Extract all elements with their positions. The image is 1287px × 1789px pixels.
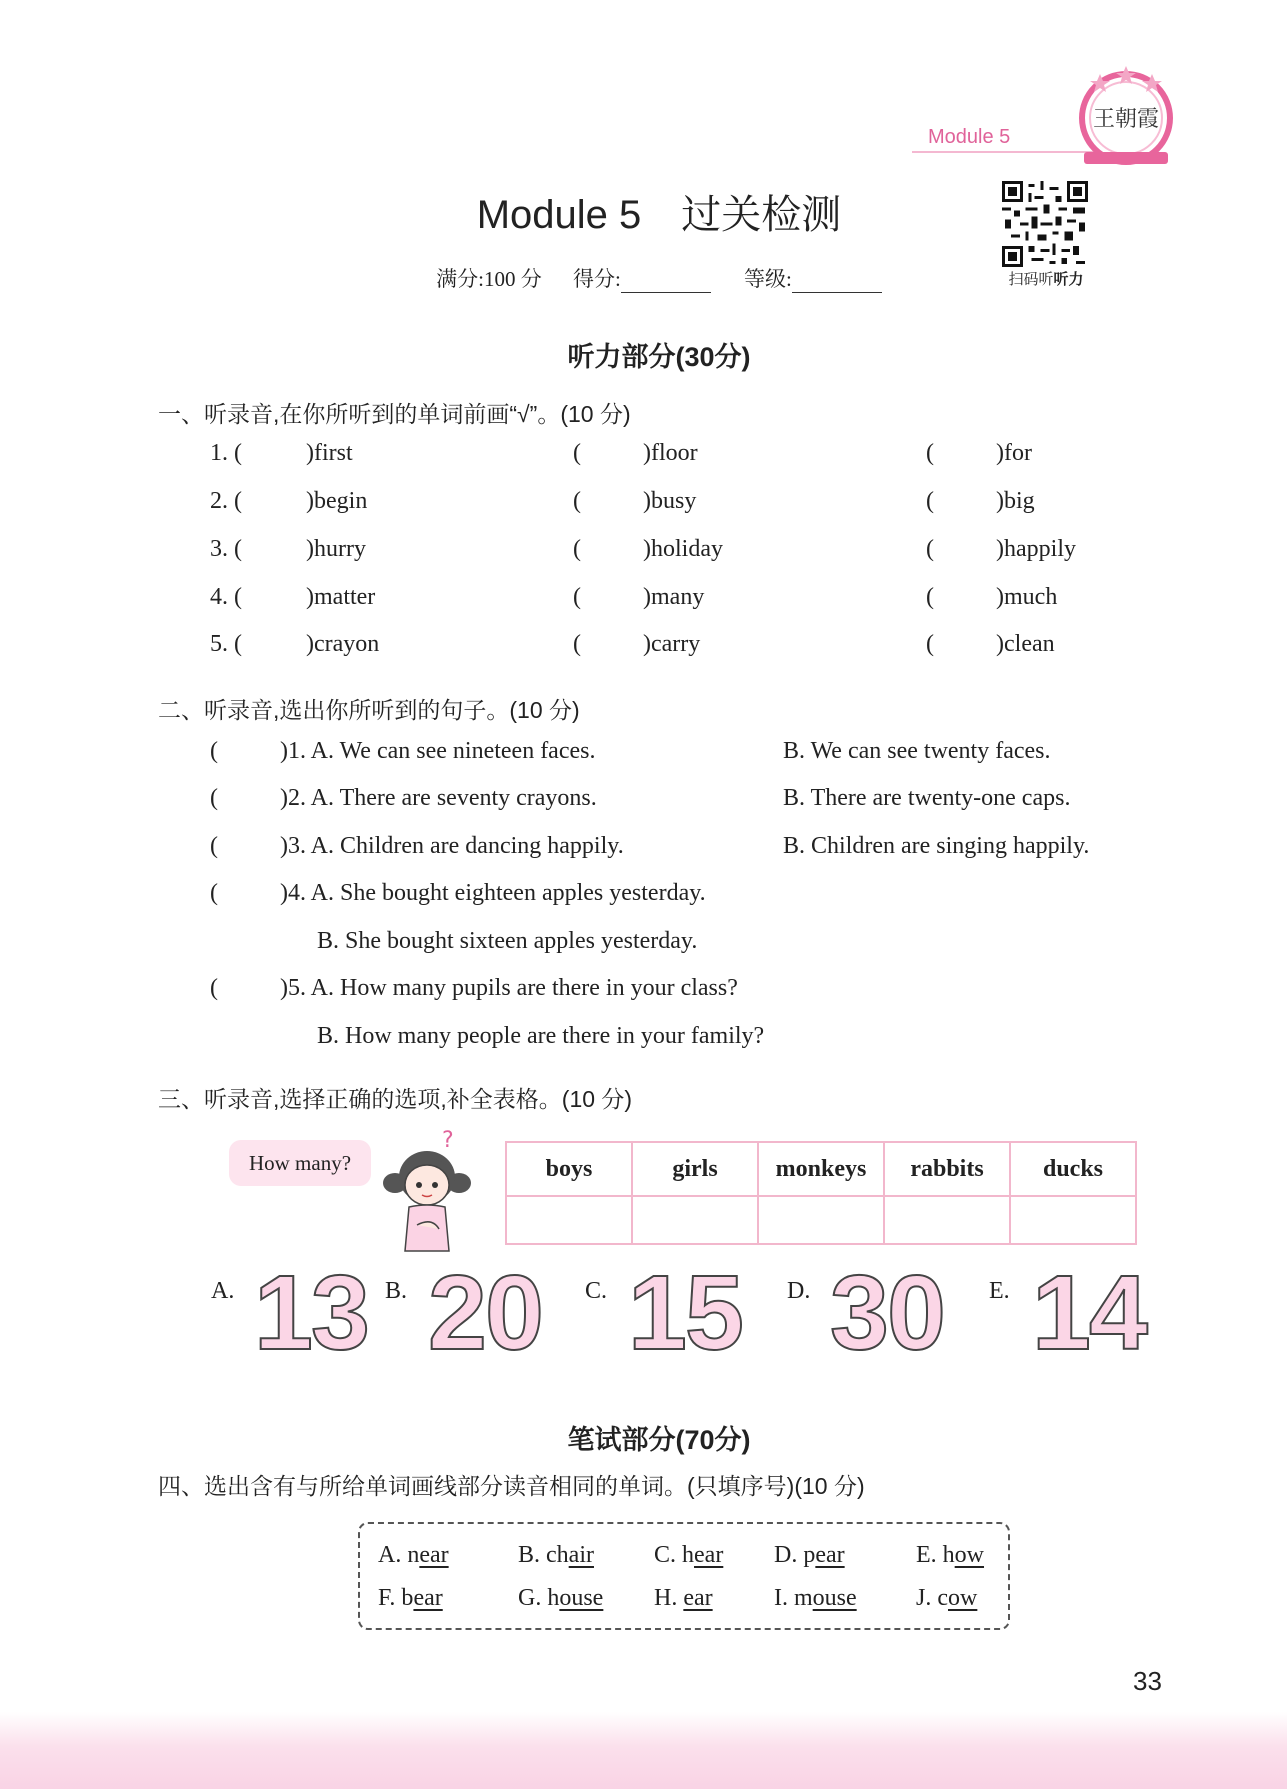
choice-word[interactable]: )busy [643, 488, 697, 514]
sentence-option-b[interactable]: B. How many people are there in your family? [317, 1023, 765, 1049]
option-number[interactable]: 13 [254, 1254, 368, 1372]
option-number[interactable]: 15 [628, 1254, 742, 1372]
phonics-word[interactable]: A. near [378, 1542, 449, 1568]
writing-section-title: 笔试部分(70分) [567, 1425, 751, 1455]
q1-heading: 一、听录音,在你所听到的单词前画“√”。(10 分) [158, 401, 631, 427]
question-mark-glyph: ? [442, 1128, 454, 1153]
choice-word[interactable]: )first [306, 440, 353, 466]
choice-word[interactable]: )matter [306, 584, 376, 610]
full-score: 满分:100 分 [436, 267, 542, 291]
bottom-pink-band [0, 1712, 1287, 1789]
score-blank[interactable] [621, 272, 711, 293]
sentence-option-a[interactable]: )2. A. There are seventy crayons. [280, 785, 597, 811]
choice-word[interactable]: )for [996, 440, 1032, 466]
choice-word[interactable]: )hurry [306, 536, 366, 562]
option-number[interactable]: 14 [1032, 1254, 1146, 1372]
sentence-option-a[interactable]: )3. A. Children are dancing happily. [280, 833, 624, 859]
answer-cell[interactable] [758, 1196, 884, 1244]
phonics-word[interactable]: D. pear [774, 1542, 845, 1568]
brand-seal-text: 王朝霞 [1092, 107, 1160, 132]
sentence-option-b[interactable]: B. We can see twenty faces. [783, 738, 1051, 764]
qr-code-label: 扫码听听力 [1008, 271, 1084, 288]
sentence-option-b[interactable]: B. Children are singing happily. [783, 833, 1090, 859]
speech-bubble: How many? [229, 1140, 371, 1186]
option-label: B. [385, 1278, 408, 1304]
column-header-monkeys: monkeys [758, 1142, 884, 1196]
column-header-ducks: ducks [1010, 1142, 1136, 1196]
option-number[interactable]: 30 [830, 1254, 944, 1372]
phonics-word-box [358, 1522, 1010, 1630]
page-number: 33 [1133, 1666, 1162, 1696]
sentence-option-b[interactable]: B. She bought sixteen apples yesterday. [317, 928, 698, 954]
girl-illustration [377, 1125, 477, 1255]
phonics-word[interactable]: B. chair [518, 1542, 594, 1568]
column-header-rabbits: rabbits [884, 1142, 1010, 1196]
phonics-word[interactable]: C. hear [654, 1542, 724, 1568]
score-label: 得分: [572, 267, 621, 291]
option-label: A. [211, 1278, 235, 1304]
page-title: Module 5 过关检测 [476, 193, 842, 237]
choice-word[interactable]: )holiday [643, 536, 723, 562]
phonics-word[interactable]: E. how [916, 1542, 985, 1568]
option-number[interactable]: 20 [428, 1254, 542, 1372]
sentence-option-b[interactable]: B. There are twenty-one caps. [783, 785, 1071, 811]
q2-heading: 二、听录音,选出你所听到的句子。(10 分) [158, 697, 580, 723]
answer-cell[interactable] [506, 1196, 632, 1244]
grade-blank[interactable] [792, 272, 882, 293]
choice-word[interactable]: )clean [996, 631, 1055, 657]
answer-cell[interactable] [1010, 1196, 1136, 1244]
choice-word[interactable]: )floor [643, 440, 698, 466]
q3-heading: 三、听录音,选择正确的选项,补全表格。(10 分) [158, 1086, 633, 1112]
choice-word[interactable]: )crayon [306, 631, 380, 657]
choice-word[interactable]: )much [996, 584, 1058, 610]
option-label: E. [989, 1278, 1010, 1304]
answer-cell[interactable] [884, 1196, 1010, 1244]
phonics-word[interactable]: F. bear [378, 1585, 443, 1611]
score-line [0, 263, 1287, 293]
qr-code-icon[interactable] [1002, 181, 1088, 267]
choice-word[interactable]: )happily [996, 536, 1076, 562]
choice-word[interactable]: )carry [643, 631, 701, 657]
option-label: C. [585, 1278, 608, 1304]
column-header-girls: girls [632, 1142, 758, 1196]
column-header-boys: boys [506, 1142, 632, 1196]
phonics-word[interactable]: G. house [518, 1585, 604, 1611]
listening-section-title: 听力部分(30分) [567, 342, 751, 372]
brand-seal-logo [1070, 60, 1182, 172]
sentence-option-a[interactable]: )1. A. We can see nineteen faces. [280, 738, 596, 764]
module-tag: Module 5 [928, 126, 1011, 148]
answer-table [505, 1141, 1137, 1245]
choice-word[interactable]: )big [996, 488, 1035, 514]
option-label: D. [787, 1278, 811, 1304]
sentence-option-a[interactable]: )5. A. How many pupils are there in your class? [280, 975, 738, 1001]
grade-label: 等级: [744, 267, 792, 291]
sentence-option-a[interactable]: )4. A. She bought eighteen apples yesterday. [280, 880, 706, 906]
phonics-word[interactable]: J. cow [916, 1585, 978, 1611]
choice-word[interactable]: )many [643, 584, 705, 610]
phonics-word[interactable]: I. mouse [774, 1585, 857, 1611]
q4-heading: 四、选出含有与所给单词画线部分读音相同的单词。(只填序号)(10 分) [158, 1473, 865, 1499]
choice-word[interactable]: )begin [306, 488, 368, 514]
answer-cell[interactable] [632, 1196, 758, 1244]
phonics-word[interactable]: H. ear [654, 1585, 713, 1611]
